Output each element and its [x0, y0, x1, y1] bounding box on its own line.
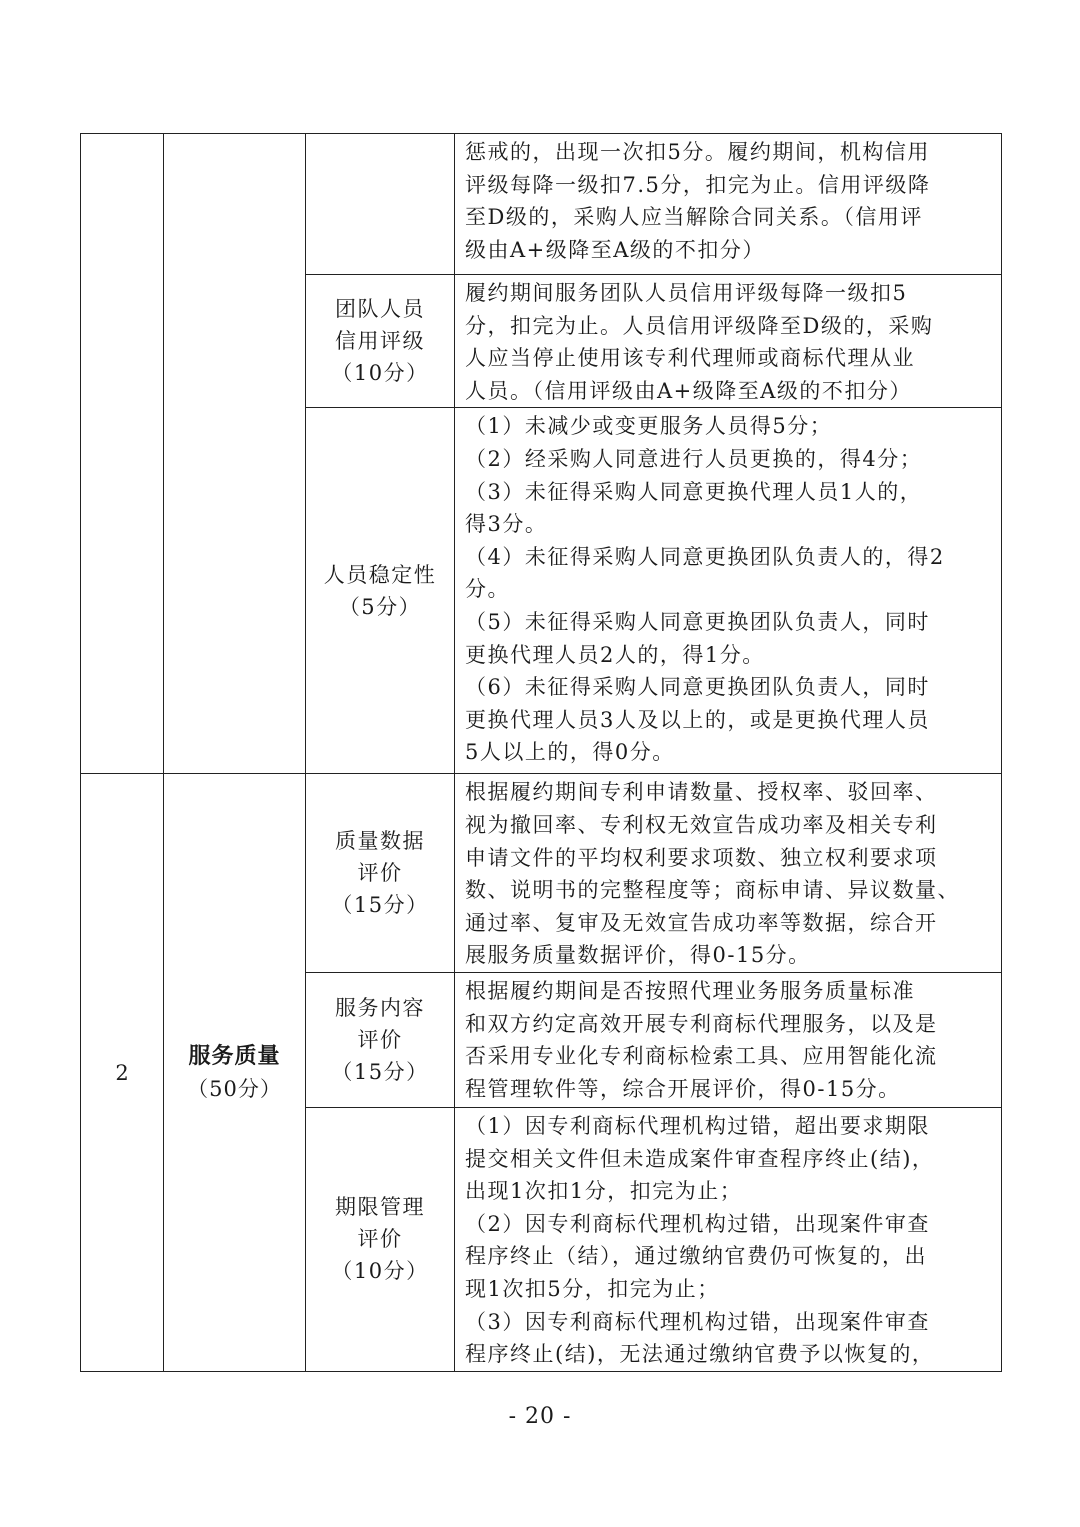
category-title: 服务质量: [188, 1043, 281, 1069]
item-score: （15分）: [331, 1059, 429, 1084]
item-label: 评价: [357, 861, 403, 886]
criteria-line: 更换代理人员2人的，得1分。: [465, 642, 765, 667]
item-label: 人员稳定性: [323, 562, 437, 587]
table-row: [81, 134, 1002, 275]
item-cell-empty: [306, 134, 455, 275]
criteria-line: 申请文件的平均权利要求项数、独立权利要求项: [465, 845, 938, 870]
item-cell: [306, 972, 455, 1107]
criteria-cell: [455, 972, 1002, 1107]
criteria-line: 和双方约定高效开展专利商标代理服务，以及是: [465, 1011, 938, 1036]
row-number: 2: [81, 774, 164, 1371]
criteria-line: 惩戒的，出现一次扣5分。履约期间，机构信用: [465, 140, 930, 164]
criteria-line: 根据履约期间是否按照代理业务服务质量标准: [465, 978, 915, 1003]
criteria-line: 5人以上的，得0分。: [465, 740, 675, 765]
criteria-line: 程序终止（结），通过缴纳官费仍可恢复的，出: [465, 1244, 927, 1269]
item-score: （5分）: [338, 594, 422, 619]
criteria-line: 通过率、复审及无效宣告成功率等数据，综合开: [465, 910, 938, 935]
criteria-line: 数、说明书的完整程度等；商标申请、异议数量、: [465, 878, 960, 903]
category-cell-empty: [164, 134, 306, 774]
item-score: （15分）: [331, 893, 429, 918]
criteria-line: 现1次扣5分，扣完为止；: [465, 1276, 720, 1301]
criteria-line: 人应当停止使用该专利代理师或商标代理从业: [465, 346, 915, 371]
criteria-line: 展服务质量数据评价，得0-15分。: [465, 943, 811, 968]
criteria-line: 人员。（信用评级由A+级降至A级的不扣分）: [465, 378, 912, 403]
criteria-line: （2）因专利商标代理机构过错，出现案件审查: [465, 1211, 930, 1236]
scoring-table: [80, 133, 1002, 1372]
criteria-line: 否采用专业化专利商标检索工具、应用智能化流: [465, 1044, 938, 1069]
table-row: [81, 774, 1002, 973]
item-label: 质量数据: [335, 829, 425, 854]
criteria-line: （3）未征得采购人同意更换代理人员1人的，: [465, 479, 923, 504]
criteria-line: 评级每降一级扣7.5分，扣完为止。信用评级降: [465, 172, 931, 197]
criteria-cell: [455, 134, 1002, 275]
criteria-cell: [455, 774, 1002, 973]
item-cell: [306, 408, 455, 774]
criteria-cell: [455, 408, 1002, 774]
criteria-line: （4）未征得采购人同意更换团队负责人的，得2: [465, 544, 945, 569]
item-score: （10分）: [331, 1259, 429, 1284]
page-number: - 20 -: [508, 1404, 572, 1429]
criteria-line: 得3分。: [465, 512, 548, 537]
criteria-line: 程序终止(结)，无法通过缴纳官费予以恢复的，: [465, 1342, 935, 1367]
criteria-line: 分，扣完为止。人员信用评级降至D级的，采购: [465, 313, 934, 338]
category-score: （50分）: [187, 1076, 282, 1101]
criteria-line: 至D级的，采购人应当解除合同关系。（信用评: [465, 205, 923, 230]
category-cell: [164, 774, 306, 1371]
criteria-line: 分。: [465, 577, 510, 602]
criteria-line: （5）未征得采购人同意更换团队负责人，同时: [465, 609, 930, 634]
number-cell-empty: [81, 134, 164, 774]
criteria-line: （1）未减少或变更服务人员得5分；: [465, 414, 833, 439]
criteria-line: 履约期间服务团队人员信用评级每降一级扣5: [465, 281, 908, 305]
criteria-line: 视为撤回率、专利权无效宣告成功率及相关专利: [465, 812, 938, 837]
criteria-cell: [455, 275, 1002, 408]
item-cell: [306, 275, 455, 408]
criteria-line: 根据履约期间专利申请数量、授权率、驳回率、: [465, 780, 938, 805]
criteria-line: （2）经采购人同意进行人员更换的，得4分；: [465, 446, 923, 471]
item-label: 评价: [357, 1227, 403, 1252]
criteria-line: 出现1次扣1分，扣完为止；: [465, 1179, 743, 1204]
item-label: 评价: [357, 1027, 403, 1052]
criteria-cell: [455, 1107, 1002, 1371]
criteria-line: 提交相关文件但未造成案件审查程序终止(结)，: [465, 1146, 935, 1171]
item-score: （10分）: [331, 361, 429, 386]
criteria-line: 程管理软件等，综合开展评价，得0-15分。: [465, 1076, 901, 1101]
criteria-line: （3）因专利商标代理机构过错，出现案件审查: [465, 1309, 930, 1334]
criteria-line: （6）未征得采购人同意更换团队负责人，同时: [465, 675, 930, 700]
item-cell: [306, 1107, 455, 1371]
item-label: 期限管理: [335, 1195, 425, 1220]
criteria-line: 更换代理人员3人及以上的，或是更换代理人员: [465, 707, 930, 732]
item-label: 信用评级: [335, 329, 425, 354]
criteria-line: （1）因专利商标代理机构过错，超出要求期限: [465, 1113, 930, 1138]
item-cell: [306, 774, 455, 973]
item-label: 团队人员: [335, 297, 425, 322]
criteria-line: 级由A+级降至A级的不扣分）: [465, 237, 765, 262]
item-label: 服务内容: [335, 995, 425, 1020]
